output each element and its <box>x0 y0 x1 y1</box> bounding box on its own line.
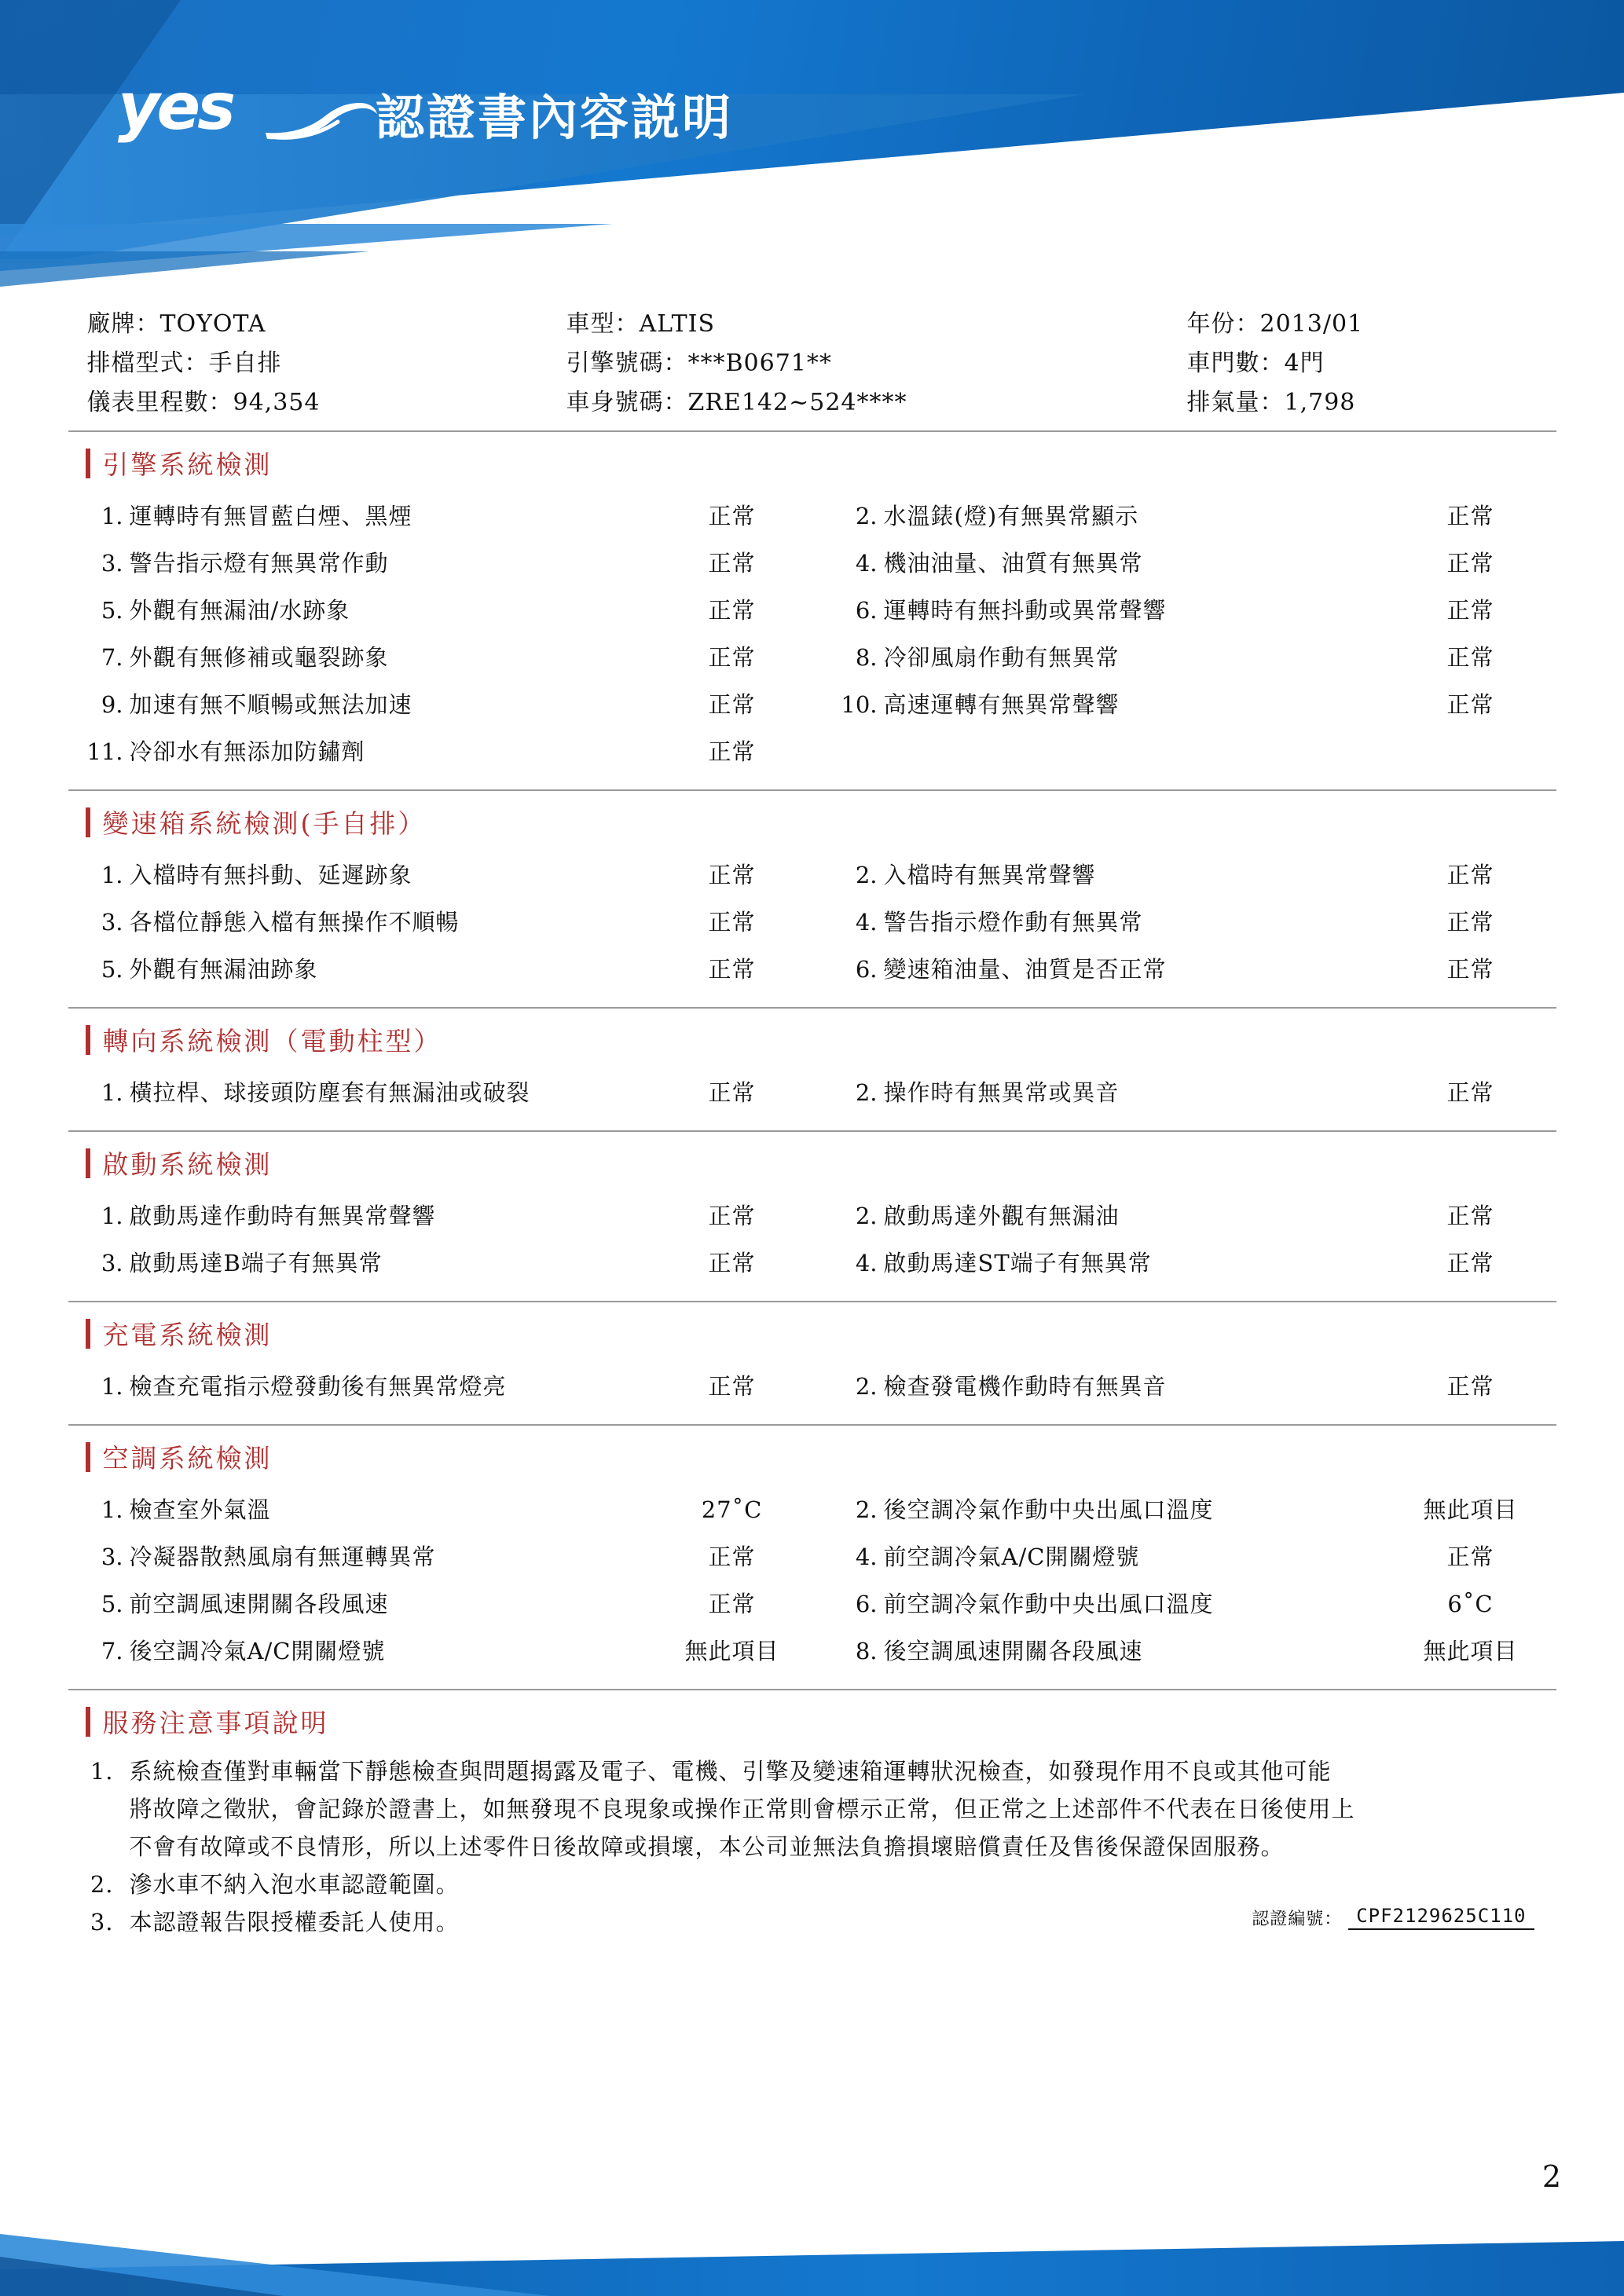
section-title: 引擎系統檢測 <box>102 449 273 480</box>
item-result: 無此項目 <box>684 1638 779 1664</box>
item-result: 6˚C <box>1447 1591 1494 1617</box>
item-index: 2. <box>855 1203 878 1229</box>
item-index: 4. <box>855 550 878 577</box>
item-index: 1. <box>101 1496 123 1523</box>
note-index: 1. <box>90 1758 114 1785</box>
note-line: 本認證報告限授權委託人使用。 <box>129 1909 460 1935</box>
section-accent-bar <box>86 807 90 837</box>
note-text <box>130 1866 1556 1903</box>
item-label: 操作時有無異常或異音 <box>883 1079 1120 1106</box>
item-result: 正常 <box>1446 691 1494 718</box>
section-accent-bar <box>86 1707 90 1737</box>
item-label: 前空調冷氣作動中央出風口溫度 <box>883 1591 1214 1617</box>
check-cell <box>823 493 1553 540</box>
section-air-conditioning <box>68 1426 1556 1690</box>
check-cell <box>68 1533 823 1580</box>
item-result: 正常 <box>708 597 756 624</box>
section-header <box>68 1009 1556 1066</box>
check-cell <box>68 1363 823 1410</box>
vehicle-brand: 廠牌：TOYOTA <box>86 310 266 338</box>
item-result: 正常 <box>1446 1543 1494 1570</box>
check-row <box>68 681 1556 728</box>
item-label: 運轉時有無抖動或異常聲響 <box>883 597 1167 624</box>
check-cell <box>68 1580 823 1628</box>
section-steering <box>68 1009 1556 1132</box>
item-index: 4. <box>855 1543 878 1570</box>
section-rows <box>68 1360 1556 1424</box>
item-index: 1. <box>101 1203 123 1229</box>
page-footer <box>0 2210 1624 2296</box>
check-cell <box>68 1628 823 1675</box>
item-index: 2. <box>855 1079 878 1106</box>
check-row <box>68 1240 1556 1287</box>
car-swoosh-icon <box>262 89 379 144</box>
check-row <box>68 728 1556 775</box>
item-label: 啟動馬達ST端子有無異常 <box>883 1250 1152 1276</box>
section-title: 變速箱系統檢測(手自排） <box>102 808 427 839</box>
vehicle-mileage: 儀表里程數：94,354 <box>86 389 321 416</box>
section-accent-bar <box>86 1319 90 1349</box>
check-row <box>68 587 1556 634</box>
item-index: 1. <box>101 1079 123 1106</box>
item-label: 警告指示燈有無異常作動 <box>129 550 389 577</box>
check-cell <box>823 587 1553 634</box>
item-label: 前空調風速開關各段風速 <box>129 1591 389 1617</box>
section-rows <box>68 848 1556 1007</box>
section-accent-bar <box>86 1148 90 1178</box>
note-line: 滲水車不納入泡水車認證範圍。 <box>129 1871 460 1898</box>
note-line: 系統檢查僅對車輛當下靜態檢查與問題揭露及電子、電機、引擎及變速箱運轉狀況檢查，如發現作用不良或其他可能 <box>129 1758 1332 1785</box>
item-label: 各檔位靜態入檔有無操作不順暢 <box>129 909 460 936</box>
check-row <box>68 1069 1556 1116</box>
section-title: 服務注意事項說明 <box>102 1708 329 1738</box>
item-index: 2. <box>855 1373 878 1400</box>
header-shape-accent-2 <box>0 251 440 287</box>
item-label: 檢查充電指示燈發動後有無異常燈亮 <box>129 1373 507 1400</box>
item-index: 5. <box>101 956 123 983</box>
item-result: 正常 <box>708 1250 756 1276</box>
check-cell <box>823 946 1553 993</box>
item-result: 正常 <box>1446 597 1494 624</box>
section-header <box>68 1132 1556 1189</box>
vehicle-info-col-2 <box>566 305 1187 423</box>
check-cell <box>68 1192 823 1240</box>
item-label: 加速有無不順暢或無法加速 <box>129 691 412 718</box>
item-result: 正常 <box>1446 1250 1494 1276</box>
item-result: 正常 <box>708 909 756 936</box>
check-cell <box>68 728 823 775</box>
vehicle-model: 車型：ALTIS <box>566 310 716 338</box>
item-index: 7. <box>101 1638 123 1664</box>
section-title: 啟動系統檢測 <box>102 1149 273 1180</box>
item-index: 3. <box>101 1543 123 1570</box>
item-index: 9. <box>101 691 123 718</box>
vehicle-info <box>68 291 1556 432</box>
item-label: 橫拉桿、球接頭防塵套有無漏油或破裂 <box>129 1079 530 1106</box>
item-result: 正常 <box>708 738 756 765</box>
page-header <box>0 0 1624 302</box>
vehicle-door-count: 車門數：4門 <box>1186 350 1325 377</box>
vehicle-info-col-1 <box>87 305 566 423</box>
section-header <box>68 1426 1556 1483</box>
section-rows <box>68 489 1556 789</box>
check-row <box>68 1192 1556 1240</box>
note-line: 不會有故障或不良情形，所以上述零件日後故障或損壞，本公司並無法負擔損壞賠償責任及售後保證保固服務。 <box>129 1833 1285 1860</box>
check-row <box>68 1533 1556 1580</box>
check-cell <box>823 1533 1553 1580</box>
section-header <box>68 1302 1556 1360</box>
check-row <box>68 1628 1556 1675</box>
check-cell <box>823 1628 1553 1675</box>
item-result: 正常 <box>708 1543 756 1570</box>
vehicle-year: 年份：2013/01 <box>1186 310 1364 338</box>
item-result: 正常 <box>708 862 756 888</box>
check-cell <box>68 899 823 946</box>
check-cell <box>68 634 823 681</box>
check-row <box>68 851 1556 899</box>
check-cell <box>823 1580 1553 1628</box>
item-index: 6. <box>855 597 878 624</box>
item-result: 正常 <box>1446 1079 1494 1106</box>
yes-logo <box>118 70 361 153</box>
note-item <box>68 1866 1556 1903</box>
item-label: 外觀有無修補或龜裂跡象 <box>129 644 389 671</box>
section-title: 充電系統檢測 <box>102 1320 273 1350</box>
note-line: 將故障之徵狀，會記錄於證書上，如無發現不良現象或操作正常則會標示正常，但正常之上述部件不代表在日後使用上 <box>129 1796 1355 1822</box>
item-result: 正常 <box>708 1591 756 1617</box>
check-cell <box>68 587 823 634</box>
item-index: 10. <box>841 691 878 718</box>
item-index: 3. <box>101 550 123 577</box>
item-index: 1. <box>101 862 123 888</box>
page-body <box>0 291 1624 1935</box>
item-label: 冷凝器散熱風扇有無運轉異常 <box>129 1543 436 1570</box>
section-accent-bar <box>86 1442 90 1472</box>
item-index: 5. <box>101 597 123 624</box>
certificate-number-label: 認證編號： <box>1252 1910 1343 1929</box>
check-row <box>68 493 1556 540</box>
vehicle-engine-number: 引擎號碼：***B0671** <box>566 350 832 377</box>
item-result: 正常 <box>708 1373 756 1400</box>
section-transmission <box>68 791 1556 1009</box>
item-result: 正常 <box>1446 644 1494 671</box>
check-row <box>68 1580 1556 1628</box>
item-label: 外觀有無漏油/水跡象 <box>129 597 350 624</box>
item-result: 正常 <box>708 550 756 577</box>
item-index: 2. <box>855 503 878 529</box>
item-label: 檢查室外氣溫 <box>129 1496 271 1523</box>
item-label: 機油油量、油質有無異常 <box>883 550 1143 577</box>
note-text <box>130 1752 1556 1866</box>
item-index: 4. <box>855 909 878 936</box>
note-index: 3. <box>90 1909 114 1935</box>
item-result: 無此項目 <box>1423 1638 1518 1664</box>
section-rows <box>68 1483 1556 1689</box>
item-index: 1. <box>101 1373 123 1400</box>
check-row <box>68 634 1556 681</box>
check-cell <box>68 851 823 899</box>
item-index: 4. <box>855 1250 878 1276</box>
item-label: 高速運轉有無異常聲響 <box>883 691 1120 718</box>
section-charging <box>68 1302 1556 1426</box>
item-label: 冷卻風扇作動有無異常 <box>883 644 1120 671</box>
section-rows <box>68 1189 1556 1301</box>
section-accent-bar <box>86 1025 90 1055</box>
item-result: 正常 <box>1446 956 1494 983</box>
content-area <box>54 291 1571 1935</box>
check-row <box>68 899 1556 946</box>
item-label: 入檔時有無抖動、延遲跡象 <box>129 862 412 888</box>
item-index: 6. <box>855 1591 878 1617</box>
item-result: 正常 <box>1446 1203 1494 1229</box>
item-label: 入檔時有無異常聲響 <box>883 862 1096 888</box>
item-result: 無此項目 <box>1423 1496 1518 1523</box>
check-cell <box>68 1240 823 1287</box>
check-cell <box>823 1486 1553 1533</box>
vehicle-transmission: 排檔型式：手自排 <box>86 350 282 377</box>
check-cell <box>823 1069 1553 1116</box>
item-index: 2. <box>855 1496 878 1523</box>
vehicle-info-col-3 <box>1187 305 1538 423</box>
item-label: 後空調風速開關各段風速 <box>883 1638 1143 1664</box>
item-result: 正常 <box>1446 1373 1494 1400</box>
section-rows <box>68 1066 1556 1130</box>
item-result: 正常 <box>708 956 756 983</box>
item-result: 正常 <box>1446 909 1494 936</box>
item-result: 正常 <box>708 691 756 718</box>
note-index: 2. <box>90 1871 114 1898</box>
check-cell <box>68 1486 823 1533</box>
check-cell <box>823 1192 1553 1240</box>
item-label: 變速箱油量、油質是否正常 <box>883 956 1167 983</box>
item-label: 運轉時有無冒藍白煙、黑煙 <box>129 503 412 529</box>
item-label: 前空調冷氣A/C開關燈號 <box>883 1543 1140 1570</box>
item-index: 5. <box>101 1591 123 1617</box>
check-cell <box>68 540 823 587</box>
item-label: 冷卻水有無添加防鏽劑 <box>129 738 365 765</box>
section-starter <box>68 1132 1556 1302</box>
item-index: 7. <box>101 644 123 671</box>
check-cell <box>68 493 823 540</box>
item-label: 啟動馬達外觀有無漏油 <box>883 1203 1120 1229</box>
check-row <box>68 946 1556 993</box>
section-title: 空調系統檢測 <box>102 1443 273 1474</box>
item-index: 11. <box>86 738 123 765</box>
item-label: 啟動馬達B端子有無異常 <box>129 1250 383 1276</box>
certificate-number-value: CPF2129625C110 <box>1348 1905 1534 1930</box>
check-cell <box>823 1240 1553 1287</box>
check-cell <box>823 851 1553 899</box>
vehicle-displacement: 排氣量：1,798 <box>1186 389 1356 416</box>
item-result: 正常 <box>708 503 756 529</box>
check-cell <box>68 681 823 728</box>
item-result: 正常 <box>1446 550 1494 577</box>
item-result: 正常 <box>708 1079 756 1106</box>
section-accent-bar <box>86 449 90 478</box>
item-index: 1. <box>101 503 123 529</box>
logo-text: yes <box>118 70 233 145</box>
note-item <box>68 1752 1556 1866</box>
item-result: 正常 <box>708 1203 756 1229</box>
item-label: 啟動馬達作動時有無異常聲響 <box>129 1203 436 1229</box>
check-cell <box>823 540 1553 587</box>
page-title: 認證書內容説明 <box>376 89 734 146</box>
item-result: 正常 <box>1446 503 1494 529</box>
item-label: 後空調冷氣A/C開關燈號 <box>129 1638 386 1664</box>
item-index: 8. <box>855 1638 878 1664</box>
item-label: 警告指示燈作動有無異常 <box>883 909 1143 936</box>
check-cell <box>823 634 1553 681</box>
item-index: 3. <box>101 909 123 936</box>
check-cell <box>823 681 1553 728</box>
section-header <box>68 791 1556 848</box>
item-result: 27˚C <box>701 1496 763 1523</box>
check-cell <box>823 899 1553 946</box>
item-result: 正常 <box>1446 862 1494 888</box>
item-index: 8. <box>855 644 878 671</box>
check-cell <box>823 1363 1553 1410</box>
item-label: 外觀有無漏油跡象 <box>129 956 318 983</box>
page-number: 2 <box>1542 2159 1561 2194</box>
vehicle-body-number: 車身號碼：ZRE142~524**** <box>566 389 907 416</box>
check-row <box>68 540 1556 587</box>
section-header <box>68 432 1556 489</box>
section-engine <box>68 432 1556 791</box>
item-result: 正常 <box>708 644 756 671</box>
check-cell <box>68 946 823 993</box>
check-cell <box>68 1069 823 1116</box>
section-title: 轉向系統檢測（電動柱型） <box>102 1026 442 1056</box>
check-row <box>68 1363 1556 1410</box>
item-index: 2. <box>855 862 878 888</box>
section-header <box>68 1690 1556 1748</box>
item-label: 後空調冷氣作動中央出風口溫度 <box>883 1496 1214 1523</box>
item-index: 6. <box>855 956 878 983</box>
item-index: 3. <box>101 1250 123 1276</box>
check-row <box>68 1486 1556 1533</box>
section-service-notes <box>68 1690 1556 1935</box>
item-label: 檢查發電機作動時有無異音 <box>883 1373 1167 1400</box>
item-label: 水溫錶(燈)有無異常顯示 <box>883 503 1139 529</box>
